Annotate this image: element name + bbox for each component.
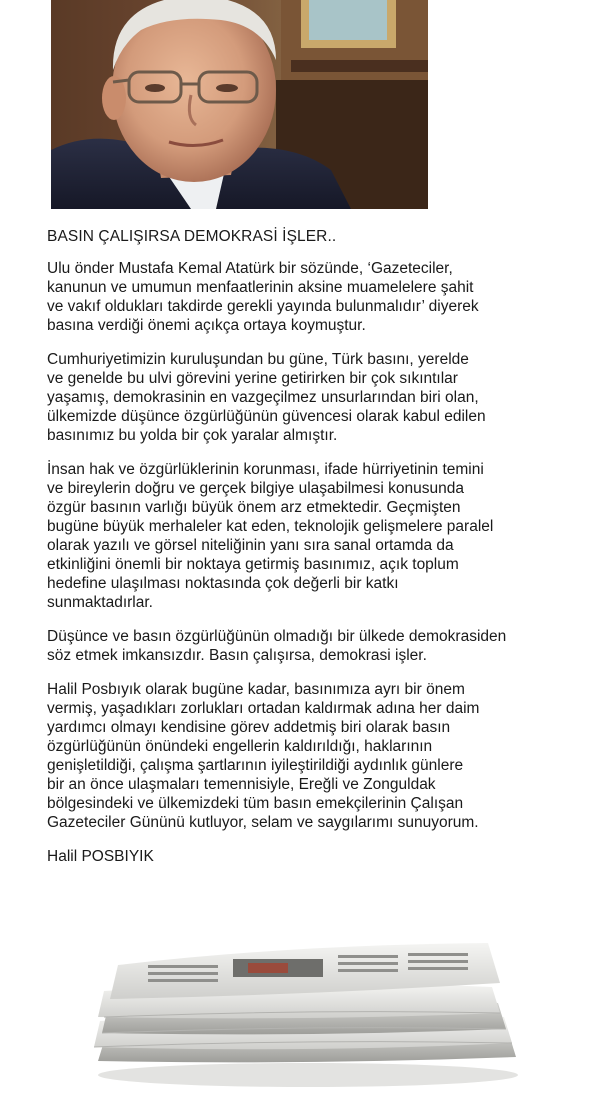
article-paragraph: Ulu önder Mustafa Kemal Atatürk bir sözünde, ‘Gazeteciler, kanunun ve umumun menfaatlerinin aksine muamelelere şahit ve vakıf oldukları takdirde gerekli yayında bulunmalıdır’ diyerek basına verdiği önemi açıkça ortaya koymuştur.	[47, 260, 479, 334]
article-paragraph: İnsan hak ve özgürlüklerinin korunması, ifade hürriyetinin temini ve bireylerin doğru ve gerçek bilgiye ulaşabilmesi konusunda özgür basının varlığı büyük önem arz etmektedir. Geçmişten bugüne büyük merhaleler kat eden, teknolojik gelişmelere paralel olarak yazılı ve görsel niteliğinin yanı sıra sanal ortamda da etkinliğini önemli bir noktaya getirmiş basınımız, açık toplum hedefine ulaşılması noktasında çok değerli bir katkı sunmaktadırlar.	[47, 461, 494, 611]
article-headline: BASIN ÇALIŞIRSA DEMOKRASİ İŞLER..	[47, 228, 337, 245]
newspaper-stack-icon	[88, 925, 528, 1090]
article-paragraph: Cumhuriyetimizin kuruluşundan bu güne, Türk basını, yerelde ve genelde bu ulvi görevini yerine getirirken bir çok sıkıntılar yaşamış, demokrasinin en vazgeçilmez unsurlarından biri olan, ülkemizde düşünce özgürlüğünün güvencesi olarak kabul edilen basınımız bu yolda bir çok yaralar almıştır.	[47, 351, 486, 444]
article-signature: Halil POSBIYIK	[47, 848, 154, 865]
article	[47, 227, 567, 867]
article-paragraph: Düşünce ve basın özgürlüğünün olmadığı bir ülkede demokrasiden söz etmek imkansızdır. Basın çalışırsa, demokrasi işler.	[47, 628, 507, 664]
portrait-photo	[51, 0, 428, 209]
newspaper-stack-image	[88, 925, 528, 1090]
article-paragraph: Halil Posbıyık olarak bugüne kadar, basınımıza ayrı bir önem vermiş, yaşadıkları zorlukları ortadan kaldırmak adına her daim yardımcı olmayı kendisine görev addetmiş biri olarak basın özgürlüğünün önündeki engellerin kaldırıldığı, haklarının genişletildiği, çalışma şartlarının iyileştirildiği aydınlık günlere bir an önce ulaşmaları temennisiyle, Ereğli ve Zonguldak bölgesindeki ve ülkemizdeki tüm basın emekçilerinin Çalışan Gazeteciler Gününü kutluyor, selam ve saygılarımı sunuyorum.	[47, 681, 480, 831]
portrait-illustration	[51, 0, 428, 209]
